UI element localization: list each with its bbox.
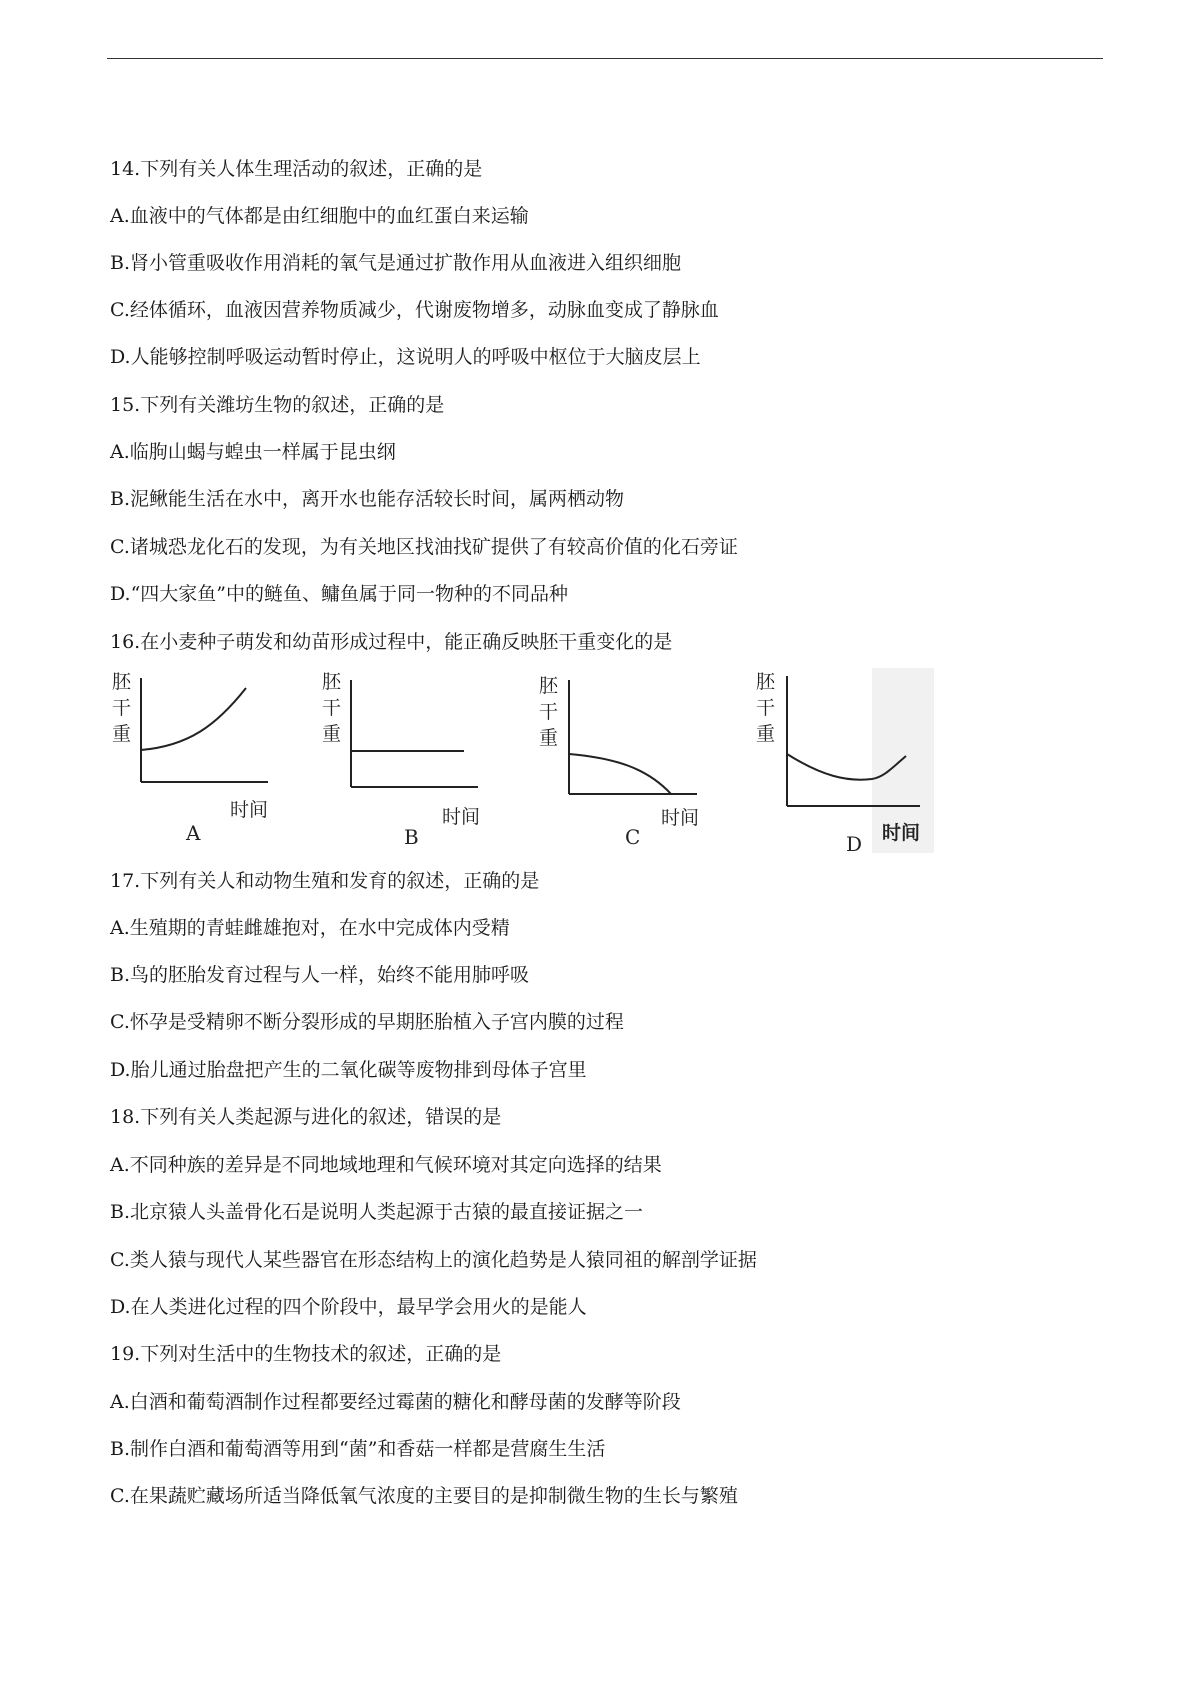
graph-c-ylabel-1: 胚 bbox=[539, 675, 559, 697]
graph-a-ylabel-3: 重 bbox=[112, 723, 132, 745]
question-19-option-b: B.制作白酒和葡萄酒等用到“菌”和香菇一样都是营腐生生活 bbox=[110, 1438, 606, 1460]
question-18-option-c: C.类人猿与现代人某些器官在形态结构上的演化趋势是人猿同祖的解剖学证据 bbox=[110, 1249, 757, 1271]
graph-c-letter: C bbox=[625, 825, 641, 849]
question-19-option-c: C.在果蔬贮藏场所适当降低氧气浓度的主要目的是抑制微生物的生长与繁殖 bbox=[110, 1485, 738, 1507]
graph-option-a bbox=[108, 668, 283, 846]
question-14-option-a: A.血液中的气体都是由红细胞中的血红蛋白来运输 bbox=[110, 205, 529, 227]
graph-d-ylabel-2: 干 bbox=[756, 697, 776, 719]
graph-d-ylabel-1: 胚 bbox=[756, 671, 776, 693]
question-17-option-c: C.怀孕是受精卵不断分裂形成的早期胚胎植入子宫内膜的过程 bbox=[110, 1011, 624, 1033]
question-14-option-d: D.人能够控制呼吸运动暂时停止，这说明人的呼吸中枢位于大脑皮层上 bbox=[110, 346, 701, 368]
question-17-stem: 17.下列有关人和动物生殖和发育的叙述，正确的是 bbox=[110, 870, 540, 892]
question-17-option-a: A.生殖期的青蛙雌雄抱对，在水中完成体内受精 bbox=[110, 917, 510, 939]
question-15-stem: 15.下列有关潍坊生物的叙述，正确的是 bbox=[110, 394, 445, 416]
question-14-option-c: C.经体循环，血液因营养物质减少，代谢废物增多，动脉血变成了静脉血 bbox=[110, 299, 719, 321]
graph-c-ylabel-3: 重 bbox=[539, 727, 559, 749]
question-15-option-b: B.泥鳅能生活在水中，离开水也能存活较长时间，属两栖动物 bbox=[110, 488, 625, 510]
graph-a-xlabel: 时间 bbox=[230, 799, 269, 821]
graph-b-xlabel: 时间 bbox=[442, 806, 481, 828]
graph-d-letter: D bbox=[846, 832, 863, 853]
question-15-option-c: C.诸城恐龙化石的发现，为有关地区找油找矿提供了有较高价值的化石旁证 bbox=[110, 536, 738, 558]
graph-option-d bbox=[752, 668, 937, 853]
graph-option-c bbox=[535, 672, 710, 850]
graph-b-ylabel-2: 干 bbox=[322, 697, 342, 719]
question-17-option-d: D.胎儿通过胎盘把产生的二氧化碳等废物排到母体子宫里 bbox=[110, 1059, 587, 1081]
graph-a-ylabel-2: 干 bbox=[112, 697, 132, 719]
question-18-option-a: A.不同种族的差异是不同地域地理和气候环境对其定向选择的结果 bbox=[110, 1154, 662, 1176]
question-16-stem: 16.在小麦种子萌发和幼苗形成过程中，能正确反映胚干重变化的是 bbox=[110, 631, 673, 653]
question-17-option-b: B.鸟的胚胎发育过程与人一样，始终不能用肺呼吸 bbox=[110, 964, 530, 986]
graph-d-xlabel: 时间 bbox=[882, 822, 921, 844]
graph-b-ylabel-3: 重 bbox=[322, 723, 342, 745]
question-15-option-a: A.临朐山蝎与蝗虫一样属于昆虫纲 bbox=[110, 441, 396, 463]
graph-c-curve bbox=[569, 754, 671, 794]
header-rule bbox=[107, 58, 1103, 59]
graph-b-ylabel-1: 胚 bbox=[322, 671, 342, 693]
graph-c-xlabel: 时间 bbox=[661, 807, 700, 829]
question-19-stem: 19.下列对生活中的生物技术的叙述，正确的是 bbox=[110, 1343, 502, 1365]
question-19-option-a: A.白酒和葡萄酒制作过程都要经过霉菌的糖化和酵母菌的发酵等阶段 bbox=[110, 1391, 681, 1413]
question-18-option-b: B.北京猿人头盖骨化石是说明人类起源于古猿的最直接证据之一 bbox=[110, 1201, 644, 1223]
question-18-stem: 18.下列有关人类起源与进化的叙述，错误的是 bbox=[110, 1106, 502, 1128]
question-14-option-b: B.肾小管重吸收作用消耗的氧气是通过扩散作用从血液进入组织细胞 bbox=[110, 252, 682, 274]
graph-a-letter: A bbox=[186, 821, 201, 845]
graph-b-letter: B bbox=[404, 825, 419, 846]
graph-c-ylabel-2: 干 bbox=[539, 701, 559, 723]
graph-a-ylabel-1: 胚 bbox=[112, 671, 132, 693]
graph-d-ylabel-3: 重 bbox=[756, 723, 776, 745]
graph-a-curve bbox=[141, 688, 246, 750]
question-15-option-d: D.“四大家鱼”中的鲢鱼、鳙鱼属于同一物种的不同品种 bbox=[110, 583, 569, 605]
question-14-stem: 14.下列有关人体生理活动的叙述，正确的是 bbox=[110, 158, 483, 180]
graph-option-b bbox=[318, 668, 493, 846]
question-18-option-d: D.在人类进化过程的四个阶段中，最早学会用火的是能人 bbox=[110, 1296, 587, 1318]
